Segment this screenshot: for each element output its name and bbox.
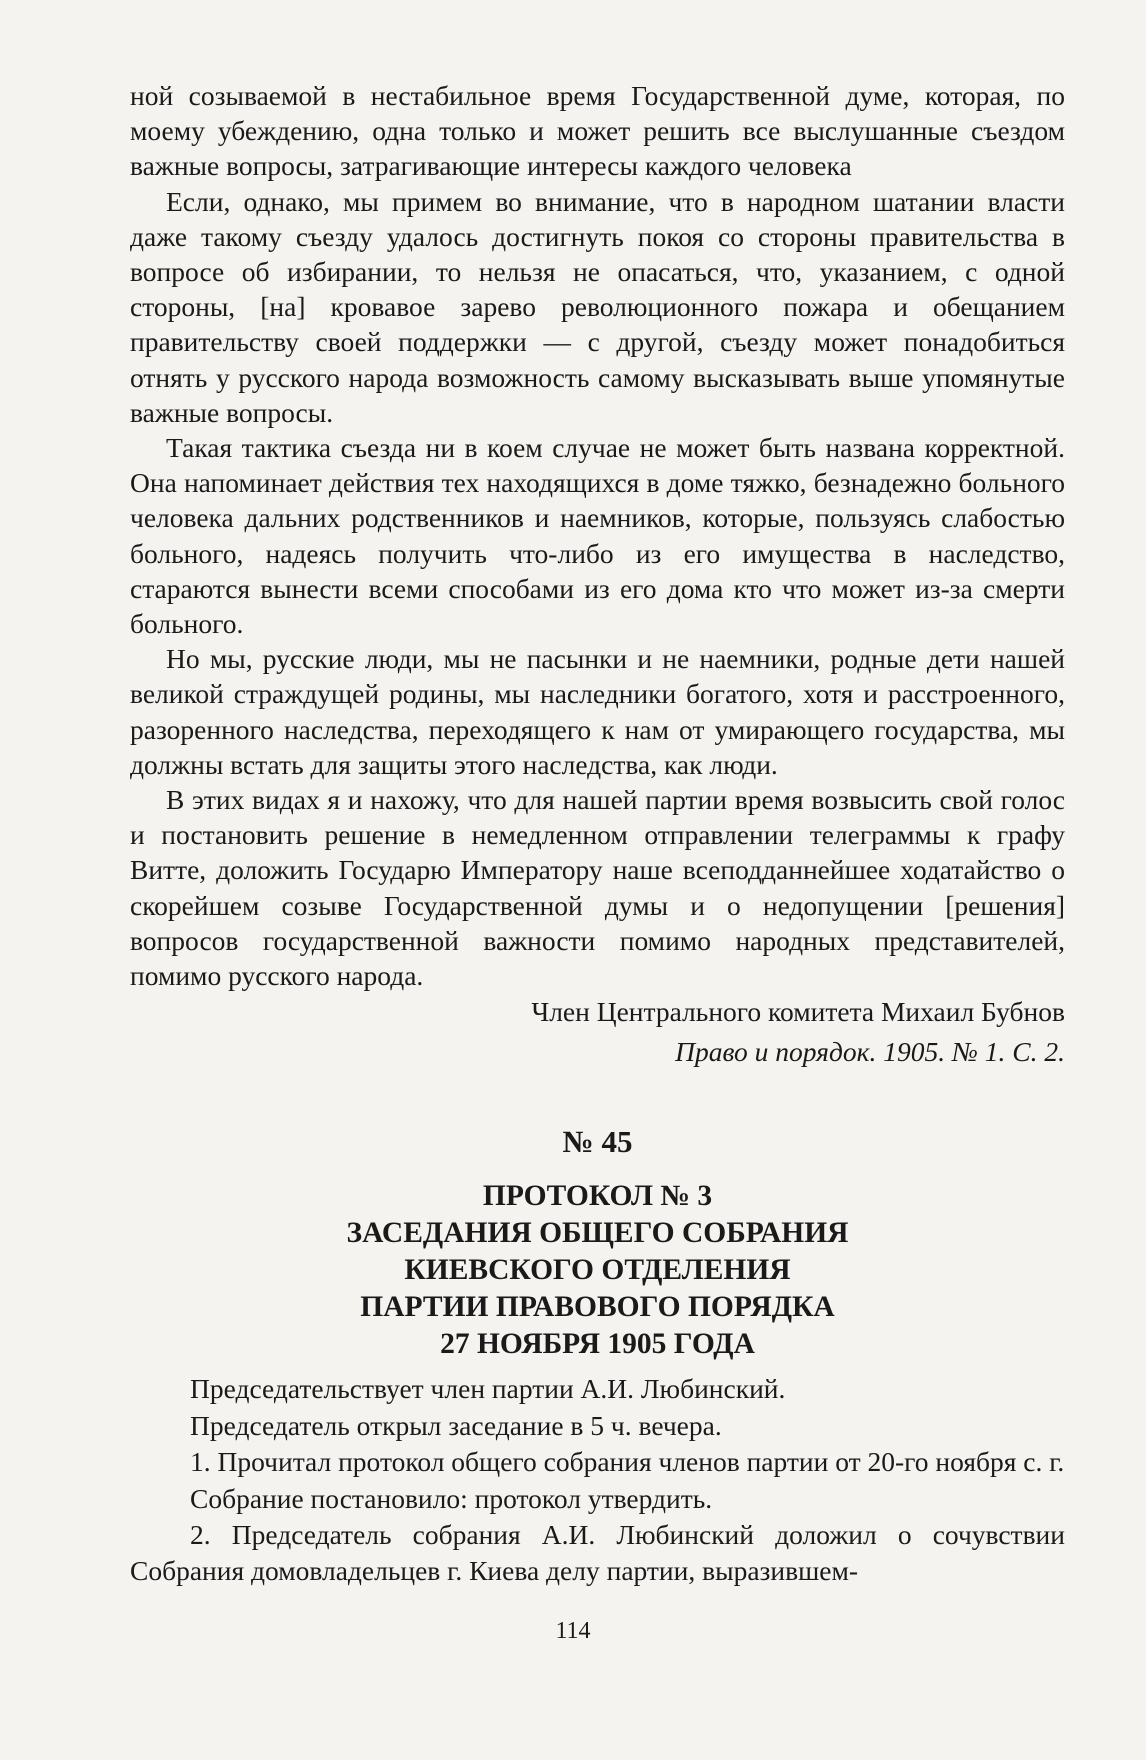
paragraph: Такая тактика съезда ни в коем случае не может быть названа корректной. Она напоминает действия тех находящихся в доме тяжко, безнадежно больного человека дальних родственников и наемников, которые, пользуясь слабостью больного, надеясь получить что-либо из его имущества в наследство, стараются вынести всеми способами из его дома кто что может из-за смерти больного. — [130, 432, 1065, 640]
letter-text — [130, 78, 1065, 993]
paragraph: 1. Прочитал протокол общего собрания членов партии от 20-го ноября с. г. — [190, 1446, 1065, 1477]
protocol-text — [130, 1371, 1065, 1588]
heading-line: ПАРТИИ ПРАВОВОГО ПОРЯДКА — [360, 1291, 835, 1323]
paragraph: Председательствует член партии А.И. Любинский. — [190, 1373, 786, 1404]
paragraph: Но мы, русские люди, мы не пасынки и не наемники, родные дети нашей великой страждущей родины, мы наследники богатого, хотя и расстроенного, разоренного наследства, переходящего к нам от умирающего государства, мы должны встать для защиты этого наследства, как люди. — [130, 643, 1065, 780]
document-heading — [130, 1178, 1065, 1363]
paragraph: Председатель открыл заседание в 5 ч. вечера. — [190, 1409, 722, 1441]
paragraph: Собрание постановило: протокол утвердить. — [190, 1482, 713, 1514]
signature: Член Центрального комитета Михаил Бубнов — [531, 996, 1065, 1027]
document-number: № 45 — [562, 1124, 633, 1159]
heading-line: ЗАСЕДАНИЯ ОБЩЕГО СОБРАНИЯ — [346, 1217, 849, 1249]
paragraph: 2. Председатель собрания А.И. Любинский доложил о сочувствии Собрания домовладельцев г. Киева делу партии, выразившем- — [130, 1519, 1065, 1586]
source-citation: Право и порядок. 1905. № 1. С. 2. — [675, 1036, 1065, 1067]
paragraph: Если, однако, мы примем во внимание, что в народном шатании власти даже такому съезду удалось достигнуть покоя со стороны правительства в вопросе об избирании, то нельзя не опасаться, что, указанием, с одной стороны, [на] кровавое зарево революционного пожара и обещанием правительству своей поддержки — с другой, съезду может понадобиться отнять у русского народа возможность самому высказывать выше упомянутые важные вопросы. — [130, 185, 1065, 428]
heading-line: 27 НОЯБРЯ 1905 ГОДА — [440, 1328, 755, 1360]
heading-line: КИЕВСКОГО ОТДЕЛЕНИЯ — [404, 1254, 791, 1286]
paragraph: В этих видах я и нахожу, что для нашей партии время возвысить свой голос и постановить решение в немедленном отправлении телеграммы к графу Витте, доложить Государю Императору наше всеподданнейшее ходатайство о скорейшем созыве Государственной думы и о недопущении [решения] вопросов государственной важности помимо народных представителей, помимо русского народа. — [130, 784, 1065, 992]
page-number: 114 — [555, 1618, 591, 1644]
paragraph: ной созываемой в нестабильное время Государственной думе, которая, по моему убеждению, одна только и может решить все выслушанные съездом важные вопросы, затрагивающие интересы каждого человека — [130, 80, 1065, 182]
heading-line: ПРОТОКОЛ № 3 — [482, 1180, 713, 1212]
